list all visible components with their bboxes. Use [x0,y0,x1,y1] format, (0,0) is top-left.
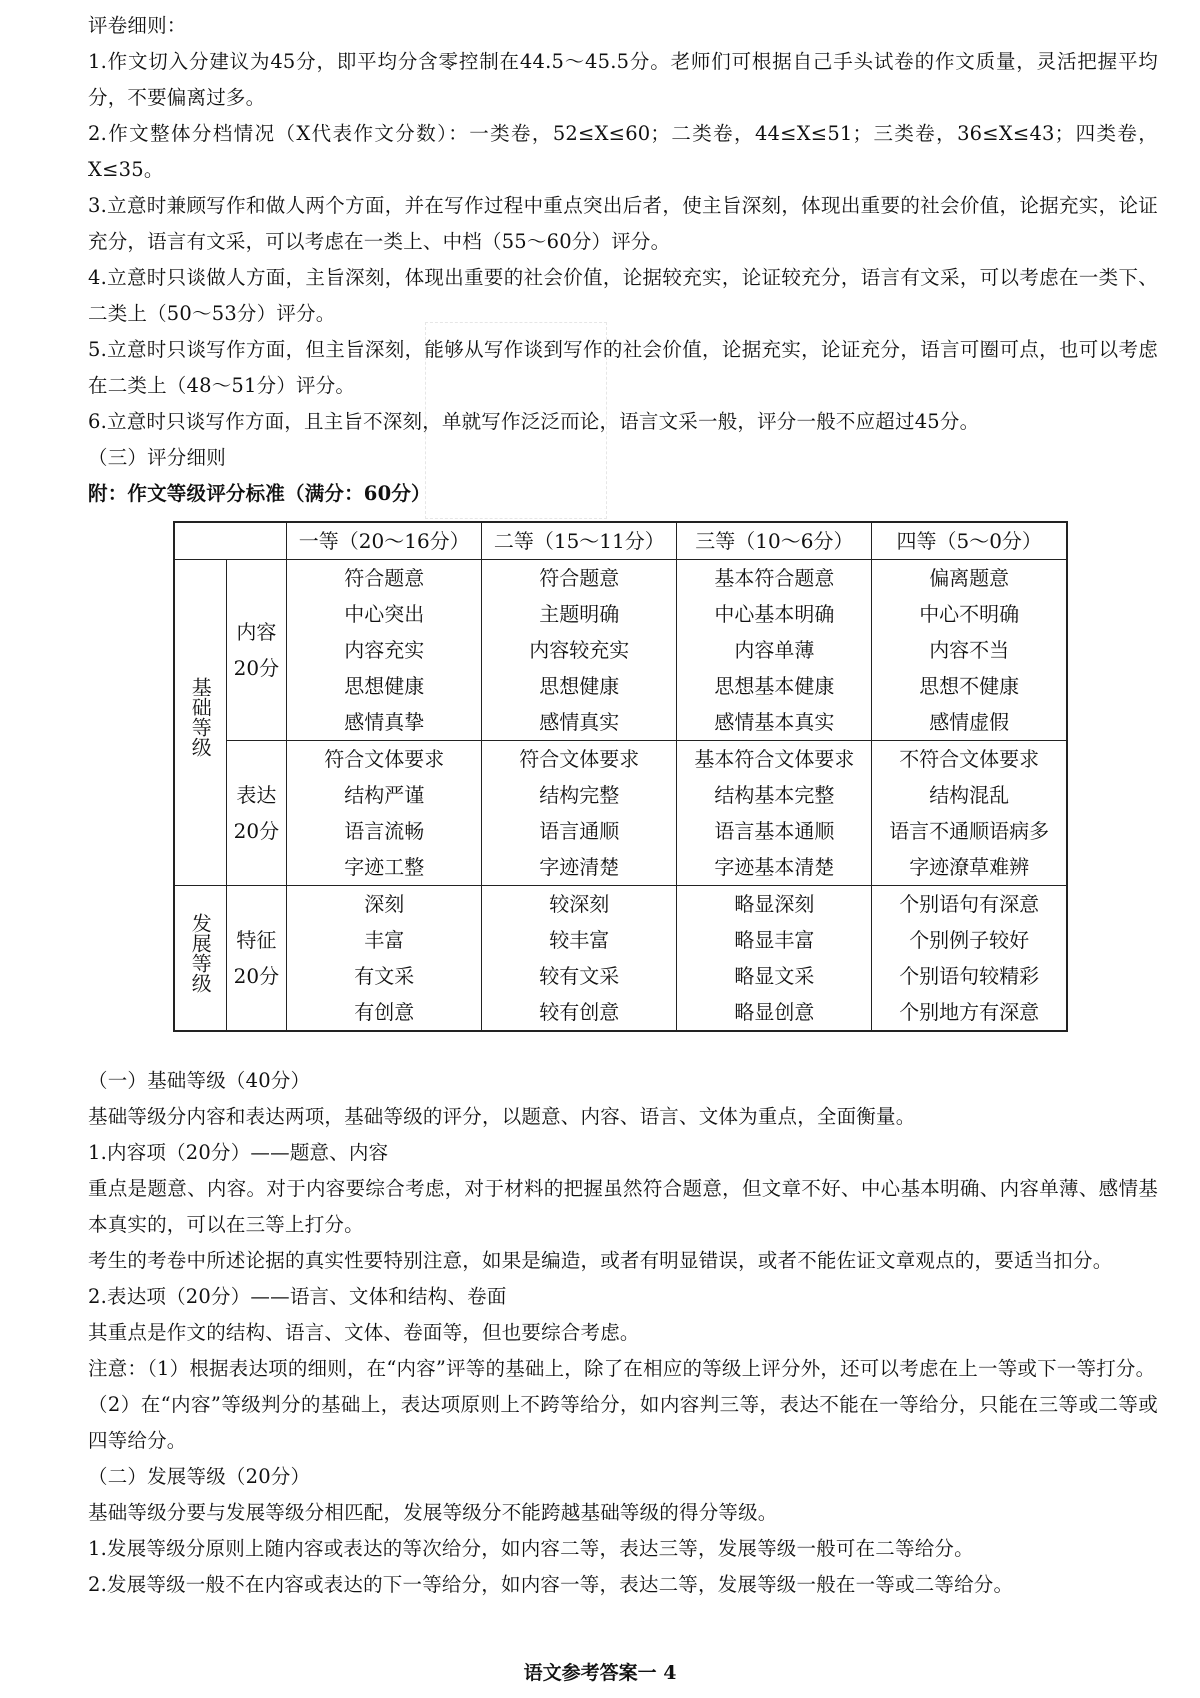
page-footer: 语文参考答案一 4 [523,1662,677,1684]
table-row-feature [174,886,1067,1032]
expression-grade-2 [482,741,677,886]
expression-grade-4 [872,741,1067,886]
cell-line: 有文采 [354,964,415,988]
content-grade-4 [872,560,1067,741]
group-basic-label: 基础等级 [188,677,213,757]
feature-grade-1 [287,886,482,1032]
group-basic [174,560,226,886]
table-header-row [174,522,1067,560]
cell-line: 感情虚假 [929,710,1010,734]
s2-item1: 1.发展等级分原则上随内容或表达的等次给分，如内容二等，表达三等，发展等级一般可在二等给分。 [88,1537,974,1560]
cell-line: 字迹清楚 [539,855,620,879]
cell-line: 个别例子较好 [909,928,1030,952]
cell-line: 字迹潦草难辨 [909,855,1030,879]
content-label: 内容 [236,620,277,644]
document-page [88,8,1158,512]
cell-line: 结构严谨 [344,783,425,807]
s1-item1: 1.内容项（20分）——题意、内容 [88,1141,389,1164]
cell-line: 结构完整 [539,783,620,807]
cell-line: 深刻 [364,892,405,916]
cell-line: 有创意 [354,1000,415,1024]
lower-text [88,1063,1158,1603]
cell-line: 语言通顺 [539,819,620,843]
section-3-title: （三）评分细则 [88,446,226,469]
paragraph-3: 3.立意时兼顾写作和做人两个方面，并在写作过程中重点突出后者，使主旨深刻，体现出重要的社会价值，论据充实，论证充分，语言有文采，可以考虑在一类上、中档（55～60分）评分。 [88,194,1158,253]
s1-body: 基础等级分内容和表达两项，基础等级的评分，以题意、内容、语言、文体为重点，全面衡量。 [88,1105,916,1128]
paragraph-6: 6.立意时只谈写作方面，且主旨不深刻，单就写作泛泛而论，语言文采一般，评分一般不应超过45分。 [88,410,980,433]
header-grade-3: 三等（10～6分） [677,522,872,560]
feature-score: 20分 [233,964,280,988]
cell-line: 符合题意 [344,566,425,590]
cell-line: 结构混乱 [929,783,1010,807]
cell-line: 个别语句较精彩 [899,964,1040,988]
header-grade-4: 四等（5～0分） [872,522,1067,560]
header-grade-1: 一等（20～16分） [287,522,482,560]
paragraph-5: 5.立意时只谈写作方面，但主旨深刻，能够从写作谈到写作的社会价值，论据充实，论证充分，语言可圈可点，也可以考虑在二类上（48～51分）评分。 [88,338,1158,397]
cell-line: 略显文采 [734,964,815,988]
cell-line: 中心基本明确 [714,602,835,626]
cell-line: 中心不明确 [919,602,1020,626]
cell-line: 不符合文体要求 [899,747,1040,771]
cell-line: 语言基本通顺 [714,819,835,843]
cell-line: 字迹基本清楚 [714,855,835,879]
feature-grade-3 [677,886,872,1032]
cell-line: 略显创意 [734,1000,815,1024]
cell-line: 中心突出 [344,602,425,626]
cell-line: 字迹工整 [344,855,425,879]
cell-line: 较有创意 [539,1000,620,1024]
appendix-title: 附：作文等级评分标准（满分：60分） [88,482,431,505]
cell-line: 基本符合文体要求 [694,747,855,771]
feature-grade-2 [482,886,677,1032]
s1-item2-note2: （2）在“内容”等级判分的基础上，表达项原则上不跨等给分，如内容判三等，表达不能在一等给分，只能在三等或二等或四等给分。 [88,1393,1158,1452]
feature-grade-4 [872,886,1067,1032]
heading: 评卷细则： [88,14,187,37]
cell-line: 较有文采 [539,964,620,988]
cell-line: 思想基本健康 [714,674,835,698]
expression-grade-3 [677,741,872,886]
content-score: 20分 [233,656,280,680]
table-row-content [174,560,1067,741]
group-dev-label: 发展等级 [188,912,213,993]
cell-line: 丰富 [364,928,405,952]
cell-line: 结构基本完整 [714,783,835,807]
expression-score: 20分 [233,819,280,843]
expression-label-cell [226,741,287,886]
expression-label: 表达 [236,783,277,807]
s1-item2: 2.表达项（20分）——语言、文体和结构、卷面 [88,1285,507,1308]
cell-line: 偏离题意 [929,566,1010,590]
feature-label-cell [226,886,287,1032]
content-grade-3 [677,560,872,741]
cell-line: 符合文体要求 [324,747,445,771]
s1-item2-note1: 注意：（1）根据表达项的细则，在“内容”评等的基础上，除了在相应的等级上评分外，还可以考虑在上一等或下一等打分。 [88,1357,1156,1380]
cell-line: 略显丰富 [734,928,815,952]
cell-line: 思想不健康 [919,674,1020,698]
cell-line: 较丰富 [549,928,610,952]
header-blank [174,522,287,560]
grading-table [173,521,1068,1032]
s2-body: 基础等级分要与发展等级分相匹配，发展等级分不能跨越基础等级的得分等级。 [88,1501,778,1524]
cell-line: 感情基本真实 [714,710,835,734]
s1-item1-body2: 考生的考卷中所述论据的真实性要特别注意，如果是编造，或者有明显错误，或者不能佐证文章观点的，要适当扣分。 [88,1249,1113,1272]
cell-line: 语言流畅 [344,819,425,843]
expression-grade-1 [287,741,482,886]
cell-line: 个别语句有深意 [899,892,1040,916]
cell-line: 内容较充实 [529,638,630,662]
cell-line: 语言不通顺语病多 [889,819,1050,843]
table-row-expression [174,741,1067,886]
content-grade-2 [482,560,677,741]
feature-label: 特征 [236,928,277,952]
s1-item1-body1: 重点是题意、内容。对于内容要综合考虑，对于材料的把握虽然符合题意，但文章不好、中心基本明确、内容单薄、感情基本真实的，可以在三等上打分。 [88,1177,1158,1236]
cell-line: 内容单薄 [734,638,815,662]
paragraph-4: 4.立意时只谈做人方面，主旨深刻，体现出重要的社会价值，论据较充实，论证较充分，语言有文采，可以考虑在一类下、二类上（50～53分）评分。 [88,266,1158,325]
cell-line: 略显深刻 [734,892,815,916]
cell-line: 内容不当 [929,638,1010,662]
cell-line: 思想健康 [539,674,620,698]
cell-line: 感情真实 [539,710,620,734]
cell-line: 主题明确 [539,602,620,626]
cell-line: 较深刻 [549,892,610,916]
group-dev [174,886,226,1032]
s2-item2: 2.发展等级一般不在内容或表达的下一等给分，如内容一等，表达二等，发展等级一般在一等或二等给分。 [88,1573,1014,1596]
cell-line: 感情真挚 [344,710,425,734]
s2-title: （二）发展等级（20分） [88,1465,311,1488]
paragraph-2: 2.作文整体分档情况（X代表作文分数）：一类卷，52≤X≤60；二类卷，44≤X≤51；三类卷，36≤X≤43；四类卷，X≤35。 [88,122,1158,181]
cell-line: 基本符合题意 [714,566,835,590]
header-grade-2: 二等（15～11分） [482,522,677,560]
cell-line: 思想健康 [344,674,425,698]
cell-line: 内容充实 [344,638,425,662]
s1-item2-body1: 其重点是作文的结构、语言、文体、卷面等，但也要综合考虑。 [88,1321,640,1344]
cell-line: 符合文体要求 [519,747,640,771]
s1-title: （一）基础等级（40分） [88,1069,311,1092]
content-grade-1 [287,560,482,741]
cell-line: 个别地方有深意 [899,1000,1040,1024]
cell-line: 符合题意 [539,566,620,590]
paragraph-1: 1.作文切入分建议为45分，即平均分含零控制在44.5～45.5分。老师们可根据自己手头试卷的作文质量，灵活把握平均分，不要偏离过多。 [88,50,1158,109]
content-label-cell [226,560,287,741]
